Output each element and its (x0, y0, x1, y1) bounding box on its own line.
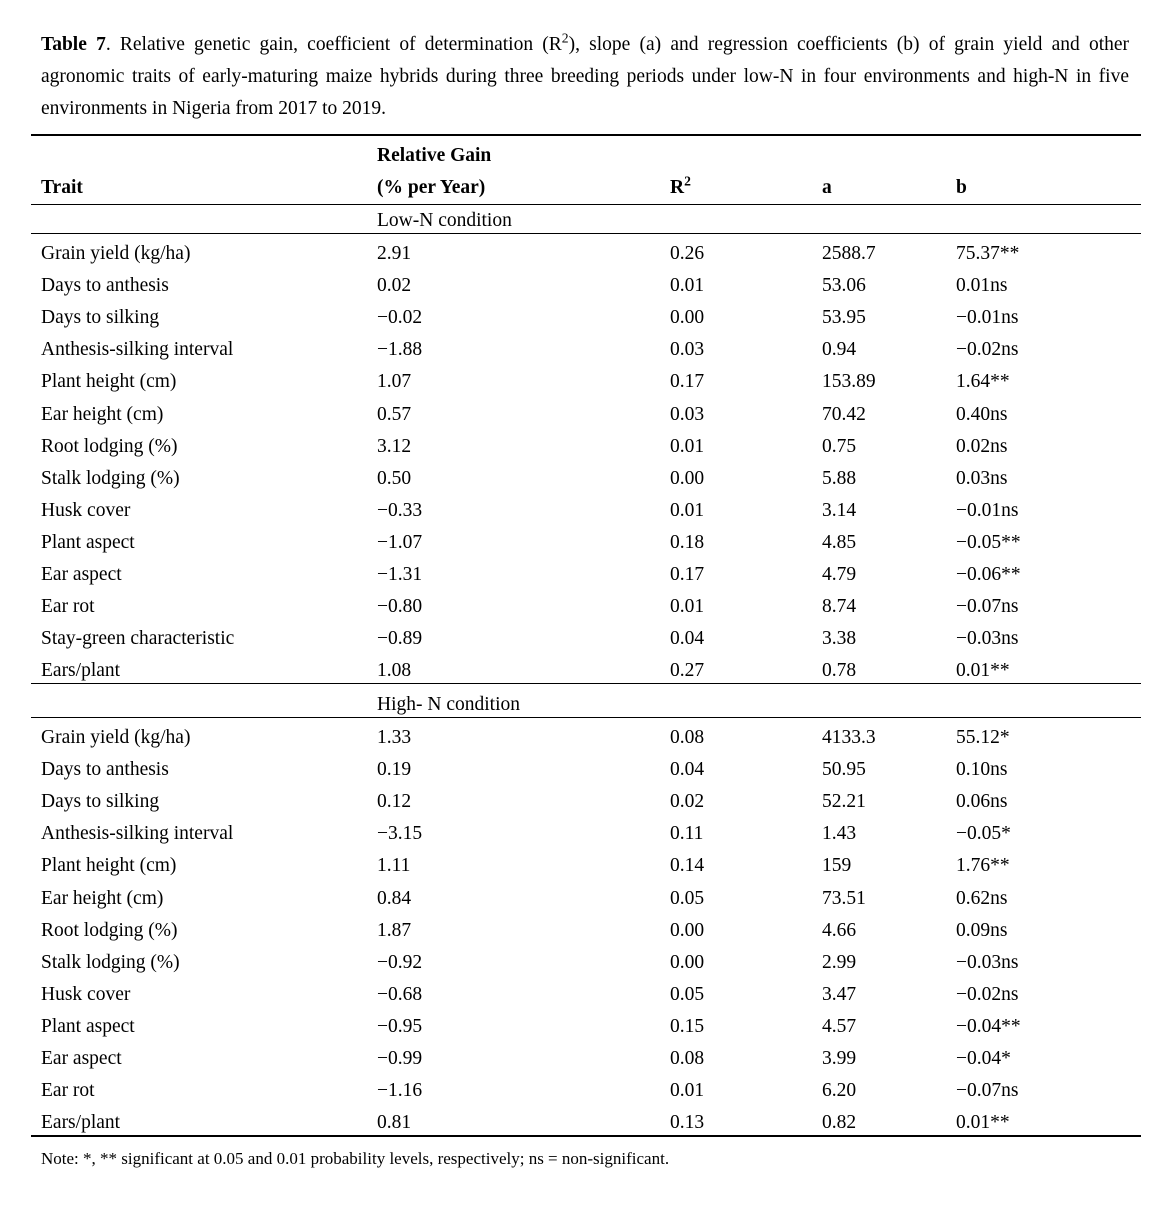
table-footnote: Note: *, ** significant at 0.05 and 0.01 probability levels, respectively; ns = non-significant. (41, 1149, 670, 1168)
cell-trait: Root lodging (%) (41, 435, 178, 457)
cell-trait: Ear aspect (41, 564, 122, 585)
cell-gain: −0.33 (377, 499, 423, 521)
cell-gain: 2.91 (377, 243, 412, 264)
cell-trait: Ear aspect (41, 1048, 122, 1069)
cell-a: 2.99 (822, 951, 857, 973)
cell-b: 0.09ns (956, 919, 1008, 941)
caption-r2-superscript: 2 (561, 30, 569, 46)
cell-trait: Days to anthesis (41, 275, 169, 297)
table-row (31, 623, 1141, 655)
table-row (31, 431, 1141, 463)
cell-a: 153.89 (822, 371, 876, 393)
table-row (31, 883, 1141, 915)
cell-trait: Days to silking (41, 307, 160, 329)
caption-text-part2: ), slope (a) and regression coefficients (b) of grain yield and other agronomic traits of early-maturing maize hybrids during three breeding periods under low-N in four environments and high-N in five environments in Nigeria from 2017 to 2019. (41, 34, 1130, 119)
cell-gain: 0.19 (377, 759, 412, 781)
cell-r2: 0.00 (670, 307, 705, 329)
cell-r2: 0.00 (670, 467, 705, 489)
cell-b: 55.12* (956, 727, 1010, 748)
cell-b: −0.01ns (956, 307, 1019, 329)
cell-trait: Stalk lodging (%) (41, 951, 180, 973)
cell-r2: 0.13 (670, 1112, 705, 1134)
table-row (31, 495, 1141, 527)
low-n-section-title: Low-N condition (377, 210, 512, 231)
cell-a: 0.78 (822, 660, 857, 682)
cell-a: 3.99 (822, 1048, 857, 1069)
header-trait: Trait (41, 177, 83, 198)
cell-b: −0.06** (956, 564, 1021, 585)
header-a: a (822, 177, 832, 198)
cell-r2: 0.08 (670, 727, 705, 748)
cell-trait: Grain yield (kg/ha) (41, 243, 191, 264)
table-top-rule (31, 134, 1141, 136)
cell-gain: 0.81 (377, 1112, 412, 1134)
cell-a: 4133.3 (822, 727, 876, 748)
cell-r2: 0.01 (670, 275, 705, 297)
cell-trait: Ears/plant (41, 1112, 121, 1134)
cell-gain: −0.02 (377, 307, 423, 329)
cell-a: 2588.7 (822, 243, 876, 264)
cell-a: 50.95 (822, 759, 866, 781)
cell-a: 70.42 (822, 403, 866, 425)
cell-a: 0.75 (822, 435, 857, 457)
cell-r2: 0.11 (670, 823, 704, 845)
cell-r2: 0.01 (670, 596, 705, 618)
caption-text-part1: . Relative genetic gain, coefficient of determination (R (105, 34, 562, 55)
table-row (31, 527, 1141, 559)
cell-trait: Anthesis-silking interval (41, 823, 234, 845)
cell-trait: Days to anthesis (41, 759, 169, 781)
table-row (31, 270, 1141, 302)
cell-r2: 0.01 (670, 1080, 705, 1102)
cell-trait: Ear rot (41, 1080, 95, 1102)
cell-r2: 0.04 (670, 628, 705, 650)
cell-r2: 0.02 (670, 791, 705, 813)
table-row (31, 947, 1141, 979)
cell-b: 0.62ns (956, 887, 1008, 909)
cell-r2: 0.04 (670, 759, 705, 781)
cell-b: 0.01** (956, 1112, 1010, 1134)
cell-a: 6.20 (822, 1080, 857, 1102)
cell-gain: 0.02 (377, 275, 412, 297)
table-row (31, 559, 1141, 591)
cell-trait: Ear height (cm) (41, 403, 164, 425)
cell-gain: 0.57 (377, 403, 412, 425)
cell-r2: 0.17 (670, 371, 705, 393)
cell-trait: Stalk lodging (%) (41, 467, 180, 489)
table-row (31, 1011, 1141, 1043)
cell-trait: Grain yield (kg/ha) (41, 727, 191, 748)
table-row (31, 850, 1141, 882)
cell-gain: −3.15 (377, 823, 423, 845)
cell-b: −0.07ns (956, 596, 1019, 618)
cell-trait: Ears/plant (41, 660, 121, 682)
table-row (31, 786, 1141, 818)
cell-gain: 3.12 (377, 435, 412, 457)
table-row (31, 238, 1141, 270)
cell-a: 4.79 (822, 564, 857, 585)
cell-b: 1.64** (956, 371, 1010, 393)
cell-b: 0.02ns (956, 435, 1008, 457)
cell-gain: −0.92 (377, 951, 423, 973)
table-row (31, 591, 1141, 623)
header-relative-gain: Relative Gain (377, 145, 492, 166)
cell-b: −0.02ns (956, 339, 1019, 361)
cell-b: 0.10ns (956, 759, 1008, 781)
table-row (31, 463, 1141, 495)
cell-r2: 0.03 (670, 403, 705, 425)
cell-trait: Plant height (cm) (41, 371, 177, 393)
cell-a: 3.14 (822, 499, 857, 521)
cell-gain: −0.80 (377, 596, 423, 618)
cell-r2: 0.17 (670, 564, 705, 585)
cell-gain: 1.11 (377, 855, 411, 877)
table-row (31, 1075, 1141, 1107)
cell-b: −0.04** (956, 1015, 1021, 1037)
cell-a: 0.94 (822, 339, 857, 361)
header-row-1 (31, 140, 1141, 172)
cell-gain: −1.16 (377, 1080, 423, 1102)
header-row-2 (31, 172, 1141, 204)
cell-trait: Husk cover (41, 983, 131, 1005)
cell-gain: −1.07 (377, 531, 423, 553)
table-bottom-rule (31, 1135, 1141, 1137)
cell-gain: 1.08 (377, 660, 412, 682)
cell-a: 5.88 (822, 467, 857, 489)
cell-trait: Plant aspect (41, 531, 135, 553)
cell-b: 0.01** (956, 660, 1010, 682)
cell-r2: 0.03 (670, 339, 705, 361)
high-n-title-rule (31, 717, 1141, 718)
low-n-title-rule (31, 233, 1141, 234)
table-row (31, 915, 1141, 947)
cell-b: −0.02ns (956, 983, 1019, 1005)
cell-b: 0.03ns (956, 467, 1008, 489)
cell-r2: 0.15 (670, 1015, 705, 1037)
cell-r2: 0.05 (670, 887, 705, 909)
table-caption (41, 29, 1129, 125)
cell-trait: Root lodging (%) (41, 919, 178, 941)
cell-r2: 0.14 (670, 855, 705, 877)
cell-r2: 0.27 (670, 660, 705, 682)
cell-trait: Stay-green characteristic (41, 628, 235, 650)
cell-r2: 0.26 (670, 243, 705, 264)
table-row (31, 754, 1141, 786)
cell-a: 4.57 (822, 1015, 857, 1037)
cell-b: −0.05** (956, 531, 1021, 553)
cell-r2: 0.00 (670, 951, 705, 973)
cell-gain: −0.95 (377, 1015, 423, 1037)
cell-b: −0.04* (956, 1048, 1011, 1069)
cell-a: 3.47 (822, 983, 857, 1005)
cell-gain: −1.88 (377, 339, 423, 361)
cell-gain: 0.12 (377, 791, 412, 813)
cell-b: −0.05* (956, 823, 1011, 845)
cell-trait: Ear rot (41, 596, 95, 618)
cell-gain: −1.31 (377, 564, 423, 585)
cell-gain: −0.89 (377, 628, 423, 650)
cell-trait: Plant height (cm) (41, 855, 177, 877)
cell-b: 1.76** (956, 855, 1010, 877)
cell-r2: 0.01 (670, 499, 705, 521)
table-row (31, 399, 1141, 431)
table-row (31, 334, 1141, 366)
cell-b: −0.03ns (956, 951, 1019, 973)
cell-a: 1.43 (822, 823, 857, 845)
table-row (31, 722, 1141, 754)
table-row (31, 1043, 1141, 1075)
cell-gain: −0.68 (377, 983, 423, 1005)
cell-a: 4.66 (822, 919, 857, 941)
cell-trait: Husk cover (41, 499, 131, 521)
table-row (31, 818, 1141, 850)
table-row (31, 979, 1141, 1011)
cell-a: 159 (822, 855, 852, 877)
cell-r2: 0.00 (670, 919, 705, 941)
cell-trait: Anthesis-silking interval (41, 339, 234, 361)
high-n-top-rule (31, 683, 1141, 684)
high-n-section-title: High- N condition (377, 694, 520, 715)
cell-a: 53.95 (822, 307, 866, 329)
cell-trait: Days to silking (41, 791, 160, 813)
table-row (31, 302, 1141, 334)
cell-a: 52.21 (822, 791, 866, 813)
cell-b: −0.01ns (956, 499, 1019, 521)
cell-r2: 0.08 (670, 1048, 705, 1069)
cell-gain: 0.50 (377, 467, 412, 489)
table-row (31, 366, 1141, 398)
cell-a: 4.85 (822, 531, 857, 553)
cell-b: 75.37** (956, 243, 1020, 264)
cell-a: 8.74 (822, 596, 857, 618)
cell-gain: −0.99 (377, 1048, 423, 1069)
cell-b: 0.40ns (956, 403, 1008, 425)
cell-a: 0.82 (822, 1112, 857, 1134)
cell-b: 0.01ns (956, 275, 1008, 297)
cell-gain: 1.07 (377, 371, 412, 393)
cell-b: −0.07ns (956, 1080, 1019, 1102)
cell-b: 0.06ns (956, 791, 1008, 813)
cell-trait: Plant aspect (41, 1015, 135, 1037)
cell-b: −0.03ns (956, 628, 1019, 650)
cell-a: 3.38 (822, 628, 857, 650)
header-per-year: (% per Year) (377, 177, 486, 198)
cell-r2: 0.01 (670, 435, 705, 457)
cell-trait: Ear height (cm) (41, 887, 164, 909)
cell-r2: 0.18 (670, 531, 705, 553)
cell-r2: 0.05 (670, 983, 705, 1005)
table-label: Table 7 (41, 34, 106, 55)
cell-a: 53.06 (822, 275, 866, 297)
cell-gain: 0.84 (377, 887, 412, 909)
cell-a: 73.51 (822, 887, 866, 909)
header-b: b (956, 177, 967, 198)
cell-gain: 1.33 (377, 727, 412, 748)
header-r2: $R^2$ (670, 173, 691, 198)
cell-gain: 1.87 (377, 919, 412, 941)
